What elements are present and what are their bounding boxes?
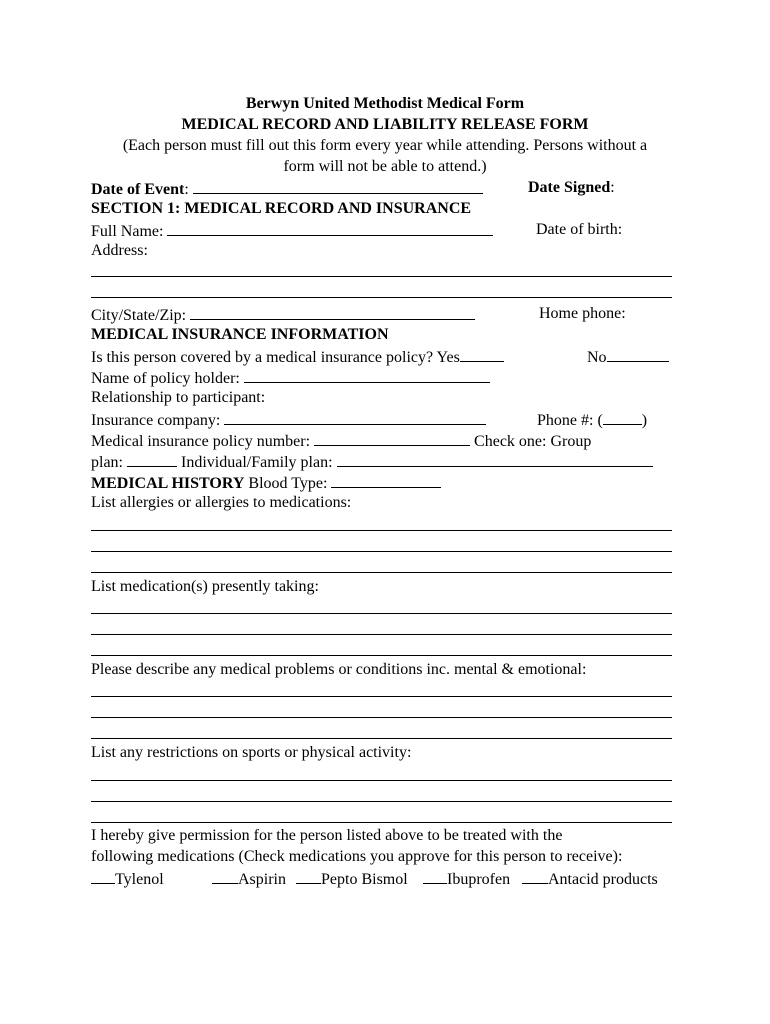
policy-holder-label: Name of policy holder: [91, 370, 240, 387]
date-of-birth-label: Date of birth: [536, 221, 623, 238]
med-option-ibuprofen [423, 868, 510, 890]
policy-holder-row [91, 367, 490, 389]
med-option-aspirin [212, 868, 286, 890]
ibuprofen-checkbox[interactable] [423, 868, 447, 884]
restrictions-line-1[interactable] [91, 780, 672, 781]
covered-no-field[interactable] [607, 346, 669, 362]
policy-number-field[interactable] [314, 430, 470, 446]
city-state-zip-field[interactable] [190, 304, 475, 320]
section1-title: SECTION 1: MEDICAL RECORD AND INSURANCE [91, 200, 472, 217]
check-one-label: Check one: Group [474, 433, 592, 450]
address-line-2[interactable] [91, 297, 672, 298]
policy-number-label: Medical insurance policy number: [91, 433, 311, 450]
insurance-phone-close: ) [641, 412, 648, 429]
full-name-row [91, 220, 493, 242]
antacid-checkbox[interactable] [522, 868, 548, 884]
covered-question: Is this person covered by a medical insurance policy? Yes [91, 349, 460, 366]
ibuprofen-label: Ibuprofen [447, 871, 511, 888]
allergies-line-2[interactable] [91, 551, 672, 552]
date-of-event-colon: : [184, 181, 189, 198]
allergies-line-3[interactable] [91, 572, 672, 573]
med-option-tylenol [91, 868, 164, 890]
covered-no-label: No [587, 349, 607, 366]
insurance-title: MEDICAL INSURANCE INFORMATION [91, 326, 389, 343]
insurance-phone-area-field[interactable] [603, 409, 642, 425]
city-row [91, 304, 475, 326]
blood-type-label: Blood Type: [248, 475, 328, 492]
org-title: Berwyn United Methodist Medical Form [245, 95, 525, 112]
restrictions-line-2[interactable] [91, 801, 672, 802]
problems-line-1[interactable] [91, 696, 672, 697]
med-option-pepto-bismol [296, 868, 408, 890]
address-label: Address: [91, 242, 148, 259]
policy-number-row [91, 430, 591, 452]
instruction-line-1: (Each person must fill out this form every year while attending. Persons without a [122, 137, 648, 154]
medications-line-3[interactable] [91, 655, 672, 656]
relationship-label: Relationship to participant: [91, 389, 266, 406]
aspirin-checkbox[interactable] [212, 868, 238, 884]
restrictions-label: List any restrictions on sports or physical activity: [91, 744, 412, 761]
permission-line-2: following medications (Check medications you approve for this person to receive): [91, 848, 623, 865]
policy-holder-field[interactable] [244, 367, 490, 383]
medical-history-title: MEDICAL HISTORY [91, 475, 245, 492]
full-name-label: Full Name: [91, 223, 164, 240]
aspirin-label: Aspirin [238, 871, 286, 888]
insurance-phone-label: Phone #: ( [537, 412, 603, 429]
group-plan-field[interactable] [127, 451, 177, 467]
problems-line-3[interactable] [91, 738, 672, 739]
allergies-line-1[interactable] [91, 530, 672, 531]
medical-history-row [91, 472, 441, 494]
date-of-event-field[interactable] [193, 178, 483, 194]
covered-row [91, 346, 504, 368]
form-title: MEDICAL RECORD AND LIABILITY RELEASE FORM [181, 116, 589, 133]
home-phone-label: Home phone: [539, 305, 626, 322]
tylenol-label: Tylenol [115, 871, 164, 888]
address-line-1[interactable] [91, 276, 672, 277]
problems-line-2[interactable] [91, 717, 672, 718]
pepto-bismol-checkbox[interactable] [296, 868, 321, 884]
insurance-phone-row [537, 409, 647, 431]
full-name-field[interactable] [167, 220, 493, 236]
date-signed-row [528, 178, 615, 198]
individual-plan-field[interactable] [337, 451, 653, 467]
city-state-zip-label: City/State/Zip: [91, 307, 187, 324]
permission-line-1: I hereby give permission for the person listed above to be treated with the [91, 827, 563, 844]
tylenol-checkbox[interactable] [91, 868, 115, 884]
covered-yes-field[interactable] [460, 346, 504, 362]
insurance-company-row [91, 409, 486, 431]
antacid-label: Antacid products [548, 871, 658, 888]
date-of-event-row [91, 178, 483, 200]
medications-line-1[interactable] [91, 613, 672, 614]
medications-label: List medication(s) presently taking: [91, 578, 319, 595]
instruction-line-2: form will not be able to attend.) [283, 158, 487, 175]
plan-label: plan: [91, 454, 123, 471]
individual-plan-label: Individual/Family plan: [181, 454, 333, 471]
date-signed-label: Date Signed [528, 179, 611, 196]
insurance-company-field[interactable] [224, 409, 486, 425]
med-option-antacid [522, 868, 658, 890]
restrictions-line-3[interactable] [91, 822, 672, 823]
plan-row [91, 451, 653, 473]
covered-no-row [587, 346, 669, 368]
problems-label: Please describe any medical problems or conditions inc. mental & emotional: [91, 661, 587, 678]
date-of-event-label: Date of Event [91, 181, 185, 198]
date-signed-colon: : [610, 179, 615, 196]
medications-line-2[interactable] [91, 634, 672, 635]
allergies-label: List allergies or allergies to medications: [91, 494, 352, 511]
pepto-bismol-label: Pepto Bismol [321, 871, 408, 888]
insurance-company-label: Insurance company: [91, 412, 221, 429]
blood-type-field[interactable] [331, 472, 441, 488]
